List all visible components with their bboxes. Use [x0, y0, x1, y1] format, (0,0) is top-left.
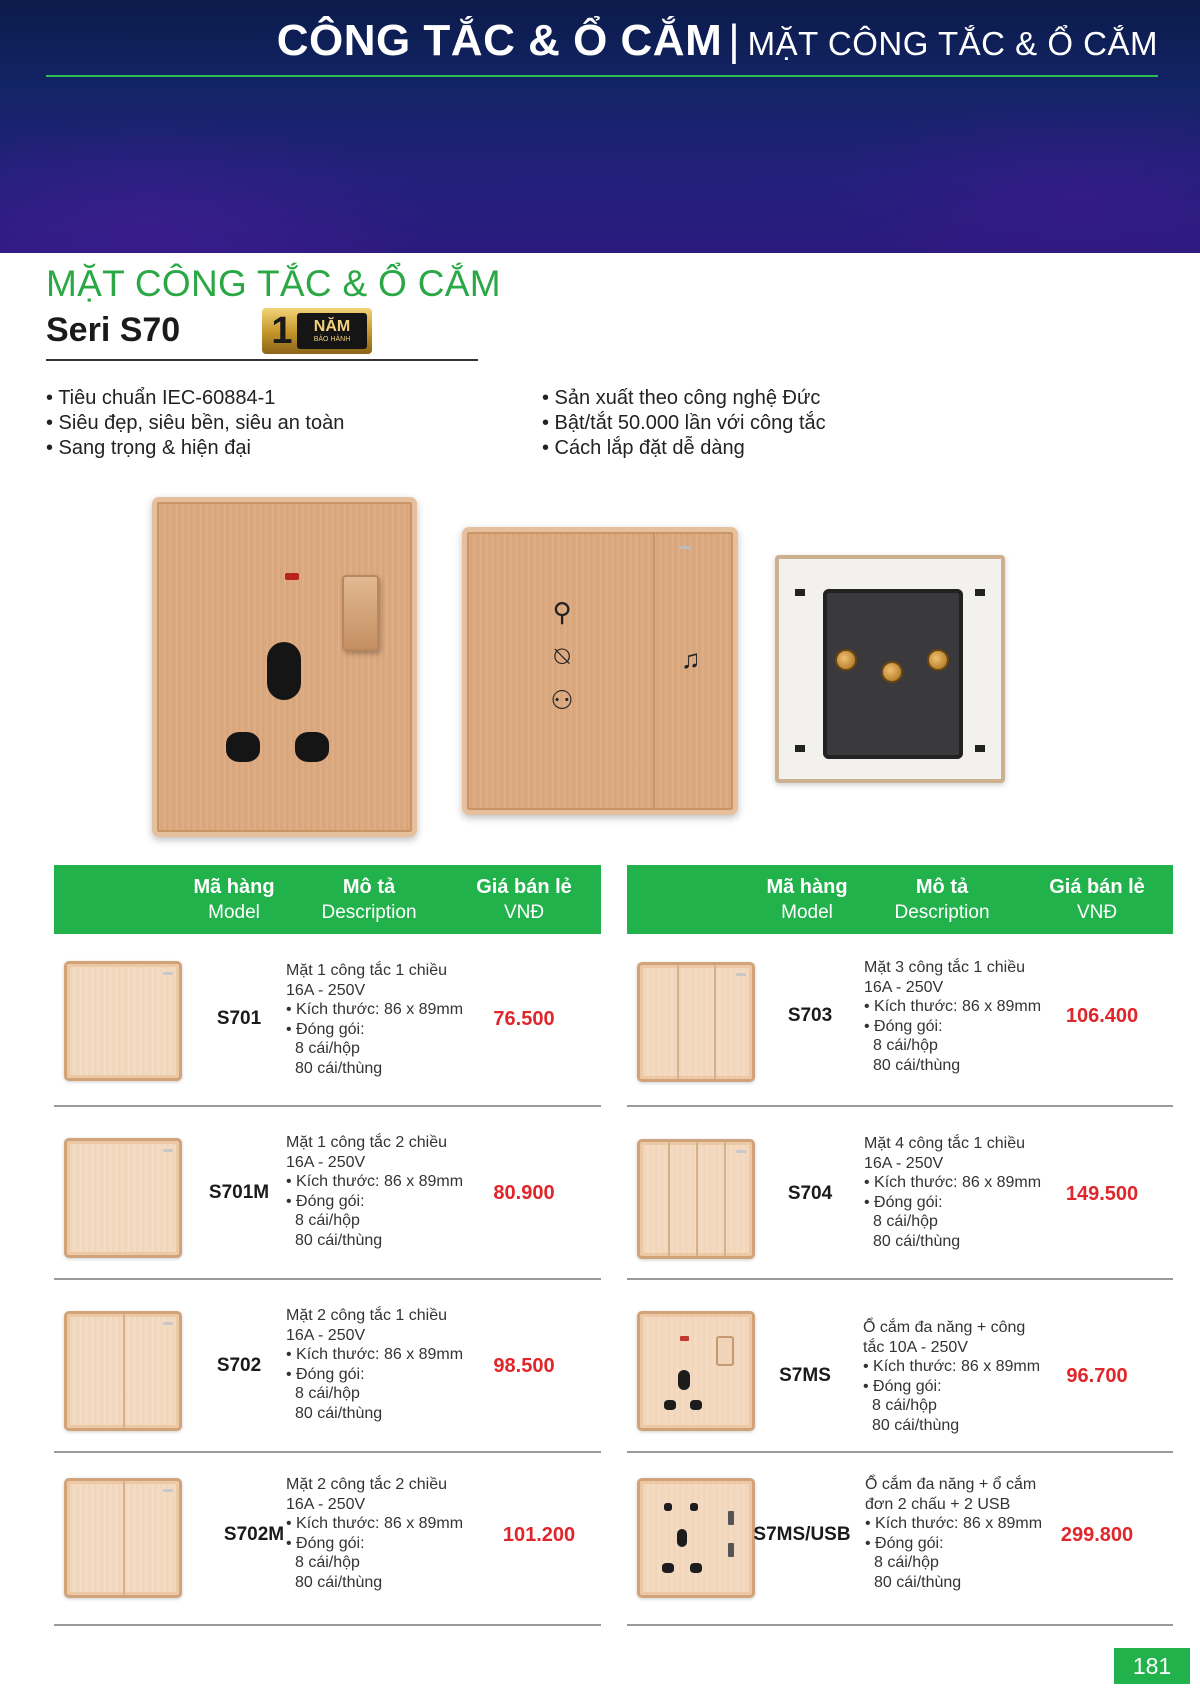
socket-hole-left	[664, 1503, 672, 1511]
features-right	[542, 386, 826, 461]
rocker-switch	[342, 575, 379, 651]
table-row	[627, 1280, 1173, 1453]
desc-line: • Kích thước: 86 x 89mm	[863, 1358, 1041, 1375]
desc-line: 8 cái/hộp	[295, 1212, 360, 1229]
feature-item: • Cách lắp đặt dễ dàng	[542, 437, 745, 459]
terminal-screw	[835, 649, 857, 671]
table-row	[54, 1107, 601, 1280]
product-model: S7MS/USB	[753, 1524, 851, 1545]
socket-plate	[152, 497, 417, 837]
hero-image-socket-switch	[152, 497, 417, 837]
column-model-vi: Mã hàng	[193, 875, 275, 898]
desc-line: tắc 10A - 250V	[863, 1338, 968, 1356]
header-banner	[0, 0, 1200, 253]
socket-hole-round	[677, 1529, 687, 1547]
column-price-vi: Giá bán lẻ	[476, 875, 572, 898]
desc-line: • Kích thước: 86 x 89mm	[286, 1001, 464, 1018]
product-thumbnail-s704	[637, 1139, 755, 1259]
rocker-switch	[716, 1336, 734, 1366]
desc-line: • Đóng gói:	[286, 1020, 365, 1038]
desc-line: Mặt 4 công tắc 1 chiều	[864, 1135, 1025, 1152]
feature-item: • Bật/tắt 50.000 lần với công tắc	[542, 412, 826, 434]
feature-item: • Siêu đẹp, siêu bền, siêu an toàn	[46, 412, 345, 434]
gang-divider	[123, 1481, 125, 1595]
gang-divider	[123, 1314, 125, 1428]
table-row	[54, 934, 601, 1107]
do-not-disturb-icon: ⍉	[554, 641, 570, 671]
desc-line: đơn 2 chấu + 2 USB	[865, 1495, 1011, 1513]
desc-line: 80 cái/thùng	[295, 1573, 383, 1591]
desc-line: • Kích thước: 86 x 89mm	[286, 1346, 464, 1363]
banner-divider	[46, 75, 1158, 77]
desc-line: 8 cái/hộp	[874, 1554, 939, 1571]
socket-hole-left	[664, 1400, 676, 1410]
product-price: 76.500	[493, 1008, 555, 1030]
desc-line: • Kích thước: 86 x 89mm	[864, 998, 1042, 1015]
indicator-led	[163, 1149, 173, 1152]
desc-line: 8 cái/hộp	[295, 1554, 360, 1571]
product-thumbnail-s703	[637, 962, 755, 1082]
product-price: 106.400	[1065, 1005, 1139, 1027]
product-description	[864, 1134, 1041, 1251]
desc-line: 8 cái/hộp	[873, 1213, 938, 1230]
warranty-small-text: BẢO HÀNH	[313, 336, 351, 343]
feature-item: • Tiêu chuẩn IEC-60884-1	[46, 387, 276, 409]
desc-line: 80 cái/thùng	[295, 1059, 383, 1077]
product-model: S704	[787, 1183, 833, 1204]
bell-icon: ♫	[681, 644, 701, 674]
doorbell-plate	[462, 527, 738, 815]
socket-hole-right	[690, 1563, 702, 1573]
desc-line: 80 cái/thùng	[873, 1232, 961, 1250]
table-header-right	[627, 865, 1173, 934]
socket-hole-right	[690, 1503, 698, 1511]
mount-slot	[975, 589, 985, 596]
mount-slot	[795, 589, 805, 596]
desc-line: 16A - 250V	[286, 981, 366, 999]
indicator-led	[285, 573, 299, 580]
warranty-number: 1	[271, 310, 293, 352]
column-model-en: Model	[781, 901, 833, 923]
product-description	[863, 1318, 1040, 1435]
desc-line: Mặt 3 công tắc 1 chiều	[864, 959, 1025, 976]
mount-slot	[975, 745, 985, 752]
product-thumbnail-s701m	[64, 1138, 182, 1258]
hero-image-doorbell-panel	[462, 527, 738, 815]
desc-line: 16A - 250V	[286, 1495, 366, 1513]
gang-divider	[668, 1142, 670, 1256]
terminal-screw	[927, 649, 949, 671]
mount-slot	[795, 745, 805, 752]
socket-hole-right	[295, 732, 329, 762]
column-description-vi: Mô tả	[342, 875, 396, 898]
product-model: S701	[216, 1008, 262, 1029]
indicator-led	[163, 972, 173, 975]
product-thumbnail-s702m	[64, 1478, 182, 1598]
desc-line: Mặt 1 công tắc 2 chiều	[286, 1134, 447, 1151]
terminal-screw	[881, 661, 903, 683]
cleaning-icon: ⚲	[552, 597, 572, 627]
product-description	[286, 961, 463, 1078]
product-thumbnail-s7ms	[637, 1311, 755, 1431]
product-thumbnail-s701	[64, 961, 182, 1081]
series-title: Seri S70	[46, 311, 181, 349]
product-price: 149.500	[1065, 1183, 1139, 1205]
desc-line: 8 cái/hộp	[295, 1040, 360, 1057]
product-description	[286, 1133, 463, 1250]
desc-line: 8 cái/hộp	[872, 1397, 937, 1414]
column-model	[747, 874, 867, 926]
product-model: S7MS	[779, 1365, 831, 1386]
usb-port	[728, 1543, 734, 1557]
product-description	[865, 1475, 1042, 1592]
desc-line: 16A - 250V	[286, 1153, 366, 1171]
warranty-label-box	[297, 313, 367, 349]
desc-line: 80 cái/thùng	[872, 1416, 960, 1434]
desc-line: 8 cái/hộp	[873, 1037, 938, 1054]
desc-line: • Kích thước: 86 x 89mm	[864, 1174, 1042, 1191]
gang-divider	[677, 965, 679, 1079]
desc-line: 80 cái/thùng	[873, 1056, 961, 1074]
column-model	[174, 874, 294, 926]
column-price	[1027, 874, 1167, 926]
product-price: 80.900	[493, 1182, 555, 1204]
socket-hole-right	[690, 1400, 702, 1410]
features-left	[46, 386, 344, 461]
banner-title	[277, 16, 1158, 76]
page-number: 181	[1114, 1648, 1190, 1684]
indicator-led	[680, 1336, 689, 1341]
column-description	[867, 874, 1017, 926]
heading-divider	[46, 359, 478, 361]
mechanism-body	[823, 589, 963, 759]
desc-line: Ổ cắm đa năng + ổ cắm	[865, 1476, 1037, 1493]
table-row	[627, 934, 1173, 1107]
product-thumbnail-s702	[64, 1311, 182, 1431]
hero-image-mechanism	[775, 555, 1005, 783]
table-row	[627, 1107, 1173, 1280]
desc-line: • Đóng gói:	[865, 1534, 944, 1552]
product-model: S702	[216, 1355, 262, 1376]
warranty-badge	[262, 308, 372, 354]
desc-line: 16A - 250V	[864, 978, 944, 996]
table-row	[54, 1280, 601, 1453]
indicator-led	[736, 973, 746, 976]
socket-hole-left	[226, 732, 260, 762]
product-thumbnail-s7ms-usb	[637, 1478, 755, 1598]
column-description-en: Description	[894, 901, 990, 923]
table-row	[54, 1453, 601, 1626]
product-price: 98.500	[493, 1355, 555, 1377]
product-model: S702M	[223, 1524, 285, 1545]
column-model-en: Model	[208, 901, 260, 923]
gang-divider	[724, 1142, 726, 1256]
desc-line: 80 cái/thùng	[874, 1573, 962, 1591]
product-description	[286, 1475, 463, 1592]
banner-title-main: CÔNG TẮC & Ổ CẮM	[276, 16, 723, 65]
desc-line: • Đóng gói:	[286, 1192, 365, 1210]
feature-item: • Sang trọng & hiện đại	[46, 437, 251, 459]
table-row	[627, 1453, 1173, 1626]
product-model: S703	[787, 1005, 833, 1026]
desc-line: • Đóng gói:	[863, 1377, 942, 1395]
column-description-en: Description	[321, 901, 417, 923]
indicator-led	[163, 1322, 173, 1325]
banner-title-separator: |	[728, 16, 740, 65]
switch-mechanism	[775, 555, 1005, 783]
service-staff-icon: ⚇	[550, 685, 574, 715]
column-price-en: VNĐ	[1076, 901, 1118, 923]
column-model-vi: Mã hàng	[766, 875, 848, 898]
product-price: 96.700	[1066, 1365, 1128, 1387]
product-model: S701M	[208, 1182, 270, 1203]
column-price-en: VNĐ	[503, 901, 545, 923]
desc-line: • Đóng gói:	[864, 1193, 943, 1211]
usb-port	[728, 1511, 734, 1525]
desc-line: • Đóng gói:	[286, 1365, 365, 1383]
table-header-left	[54, 865, 601, 934]
indicator-led	[736, 1150, 746, 1153]
indicator-led	[679, 546, 691, 549]
panel-divider	[653, 532, 655, 810]
product-price: 299.800	[1060, 1524, 1134, 1546]
desc-line: 80 cái/thùng	[295, 1404, 383, 1422]
product-description	[286, 1306, 463, 1423]
desc-line: • Kích thước: 86 x 89mm	[865, 1515, 1043, 1532]
section-title: MẶT CÔNG TẮC & Ổ CẮM	[46, 263, 501, 304]
desc-line: Mặt 1 công tắc 1 chiều	[286, 962, 447, 979]
desc-line: Mặt 2 công tắc 2 chiều	[286, 1476, 447, 1493]
indicator-led	[163, 1489, 173, 1492]
product-description	[864, 958, 1041, 1075]
gang-divider	[696, 1142, 698, 1256]
desc-line: 80 cái/thùng	[295, 1231, 383, 1249]
desc-line: 16A - 250V	[864, 1154, 944, 1172]
desc-line: 16A - 250V	[286, 1326, 366, 1344]
socket-hole-left	[662, 1563, 674, 1573]
desc-line: Ổ cắm đa năng + công	[863, 1319, 1026, 1336]
banner-title-sub: MẶT CÔNG TẮC & Ổ CẮM	[747, 25, 1158, 62]
desc-line: • Kích thước: 86 x 89mm	[286, 1173, 464, 1190]
gang-divider	[714, 965, 716, 1079]
desc-line: • Kích thước: 86 x 89mm	[286, 1515, 464, 1532]
desc-line: 8 cái/hộp	[295, 1385, 360, 1402]
feature-item: • Sản xuất theo công nghệ Đức	[542, 387, 821, 409]
desc-line: • Đóng gói:	[864, 1017, 943, 1035]
product-price: 101.200	[502, 1524, 576, 1546]
column-price-vi: Giá bán lẻ	[1049, 875, 1145, 898]
desc-line: • Đóng gói:	[286, 1534, 365, 1552]
column-description	[294, 874, 444, 926]
socket-hole-round	[267, 642, 301, 700]
socket-hole-round	[678, 1370, 690, 1390]
service-icons	[547, 590, 577, 722]
warranty-text: NĂM	[313, 318, 351, 335]
desc-line: Mặt 2 công tắc 1 chiều	[286, 1307, 447, 1324]
column-price	[454, 874, 594, 926]
column-description-vi: Mô tả	[915, 875, 969, 898]
